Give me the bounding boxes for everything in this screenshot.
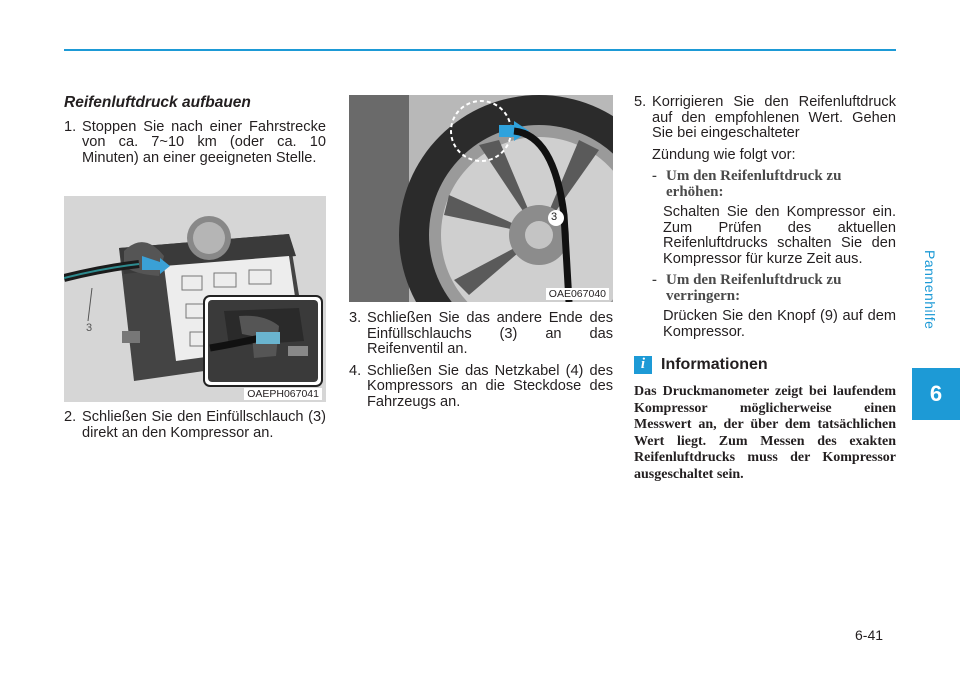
step-5 [634,95,896,142]
step-text: Stoppen Sie nach einer Fahrstrecke von ca. 7~10 km (oder ca. 10 Minuten) an einer geeigneten Stelle. [82,118,326,166]
step-5-continued: Zündung wie folgt vor: [652,146,796,163]
figure-code: OAEPH067041 [244,388,322,400]
figure-code: OAE067040 [546,288,609,300]
callout-number: 3 [551,211,558,223]
decrease-pressure-heading: - Um den Reifenluftdruck zu verringern: [652,273,896,304]
section-heading: Reifenluftdruck aufbauen [64,94,251,111]
step-2 [64,410,326,441]
info-icon: i [634,356,652,374]
step-text: Korrigieren Sie den Reifenluftdruck auf den empfohlenen Wert. Gehen Sie bei eingeschalteter [652,94,896,141]
step-1 [64,120,326,167]
left-column-lower [64,410,326,447]
tire-illustration [349,95,613,302]
subheading: Um den Reifenluftdruck zu erhöhen: [666,168,842,200]
decrease-pressure-text: Drücken Sie den Knopf (9) auf dem Kompressor. [663,308,896,340]
chapter-number: 6 [912,368,960,420]
step-text: Schließen Sie das Netzkabel (4) des Kompressors an die Steckdose des Fahrzeugs an. [367,362,613,410]
callout-number: 3 [86,322,93,334]
tire-drawing [349,95,613,302]
compressor-illustration [64,196,326,402]
step-text: Schließen Sie den Einfüllschlauch (3) direkt an den Kompressor an. [82,409,326,441]
step-4 [349,364,613,411]
step-number: 5. [634,94,647,110]
page-number: 6-41 [855,627,884,643]
left-column [64,95,326,172]
step-number: 1. [64,118,77,135]
step-text: Schließen Sie das andere Ende des Einfüllschlauchs (3) an das Reifenventil an. [367,310,613,357]
section-label: Pannenhilfe [922,250,938,330]
subheading: Um den Reifenluftdruck zu verringern: [666,272,842,304]
increase-pressure-heading: - Um den Reifenluftdruck zu erhöhen: [652,169,896,200]
step-3 [349,311,613,358]
increase-pressure-text: Schalten Sie den Kompressor ein. Zum Prüfen des aktuellen Reifenluftdrucks schalten Sie den Kompressor für kurze Zeit aus. [663,204,896,267]
middle-column [349,311,613,416]
compressor-drawing [64,196,326,402]
step-number: 3. [349,310,362,326]
info-header [634,356,896,374]
step-number: 4. [349,362,362,379]
info-title: Informationen [661,356,768,374]
right-column [634,95,896,483]
step-number: 2. [64,409,77,425]
header-rule [64,49,896,51]
info-text: Das Druckmanometer zeigt bei laufendem Kompressor möglicherweise einen Messwert an, der über dem tatsächlichen Wert liegt. Zum Messen des exakten Reifenluftdrucks muss der Kompressor ausgeschaltet sein. [634,384,896,482]
